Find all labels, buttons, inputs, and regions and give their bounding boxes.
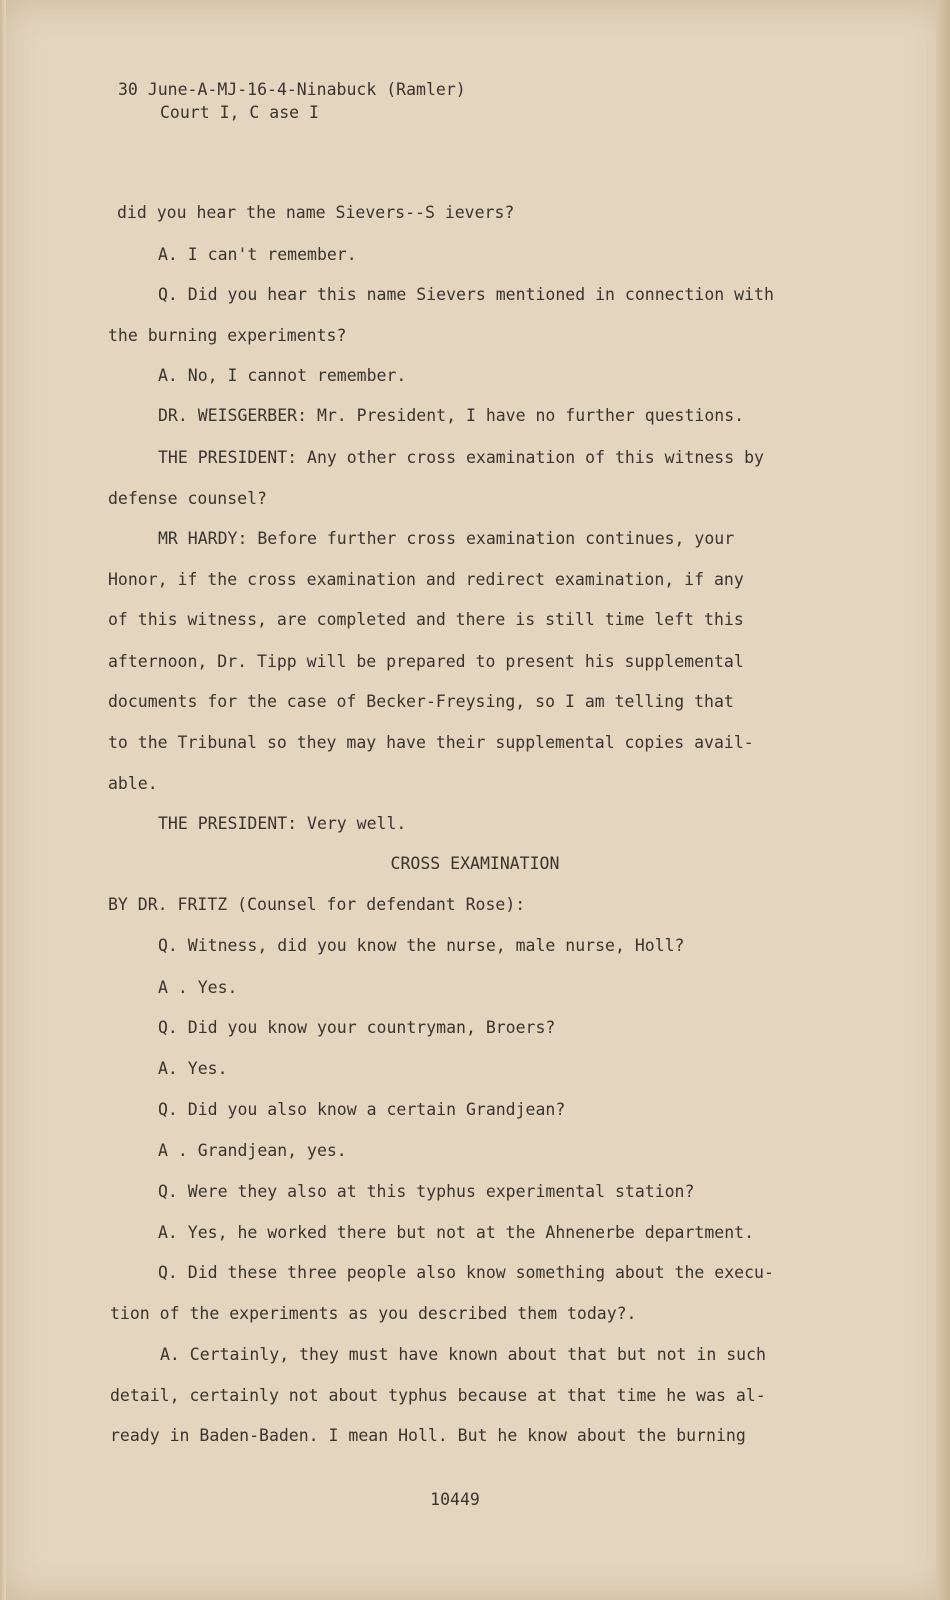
header-line-1: 30 June-A-MJ-16-4-Ninabuck (Ramler) <box>118 80 466 99</box>
text-line: A. I can't remember. <box>158 245 357 264</box>
text-line: Honor, if the cross examination and redirect examination, if any <box>108 570 744 589</box>
text-line: Q. Did you know your countryman, Broers? <box>158 1018 556 1037</box>
text-line: ready in Baden-Baden. I mean Holl. But he know about the burning <box>110 1426 746 1445</box>
paper-right-edge <box>936 0 950 1600</box>
text-line: Q. Did you hear this name Sievers mentioned in connection with <box>158 285 774 304</box>
text-line: detail, certainly not about typhus because at that time he was al- <box>110 1386 766 1405</box>
text-line: BY DR. FRITZ (Counsel for defendant Rose): <box>108 895 526 914</box>
text-line: A. No, I cannot remember. <box>158 366 407 385</box>
text-line: Q. Witness, did you know the nurse, male nurse, Holl? <box>158 936 685 955</box>
text-line: DR. WEISGERBER: Mr. President, I have no further questions. <box>158 406 745 425</box>
text-line: Q. Did you also know a certain Grandjean? <box>158 1100 566 1119</box>
text-line: documents for the case of Becker-Freysing, so I am telling that <box>108 692 734 711</box>
text-line: THE PRESIDENT: Any other cross examination of this witness by <box>158 448 764 467</box>
text-line: A. Certainly, they must have known about that but not in such <box>160 1345 766 1364</box>
section-heading: CROSS EXAMINATION <box>390 854 560 873</box>
text-line: A . Yes. <box>158 978 238 997</box>
text-line: defense counsel? <box>108 489 267 508</box>
text-line: tion of the experiments as you described them today?. <box>110 1304 637 1323</box>
paper-left-edge <box>0 0 6 1600</box>
text-line: of this witness, are completed and there is still time left this <box>108 610 744 629</box>
text-line: able. <box>108 774 158 793</box>
page-number: 10449 <box>430 1490 480 1509</box>
header-line-2: Court I, C ase I <box>160 103 319 122</box>
text-line: Q. Did these three people also know something about the execu- <box>158 1263 774 1282</box>
text-line: did you hear the name Sievers--S ievers? <box>117 203 515 222</box>
text-line: A . Grandjean, yes. <box>158 1141 347 1160</box>
text-line: MR HARDY: Before further cross examination continues, your <box>158 529 735 548</box>
text-line: A. Yes. <box>158 1059 228 1078</box>
text-line: the burning experiments? <box>108 326 347 345</box>
text-line: to the Tribunal so they may have their supplemental copies avail- <box>108 733 754 752</box>
text-line: THE PRESIDENT: Very well. <box>158 814 407 833</box>
text-line: A. Yes, he worked there but not at the Ahnenerbe department. <box>158 1223 755 1242</box>
text-line: afternoon, Dr. Tipp will be prepared to present his supplemental <box>108 652 744 671</box>
text-line: Q. Were they also at this typhus experimental station? <box>158 1182 695 1201</box>
